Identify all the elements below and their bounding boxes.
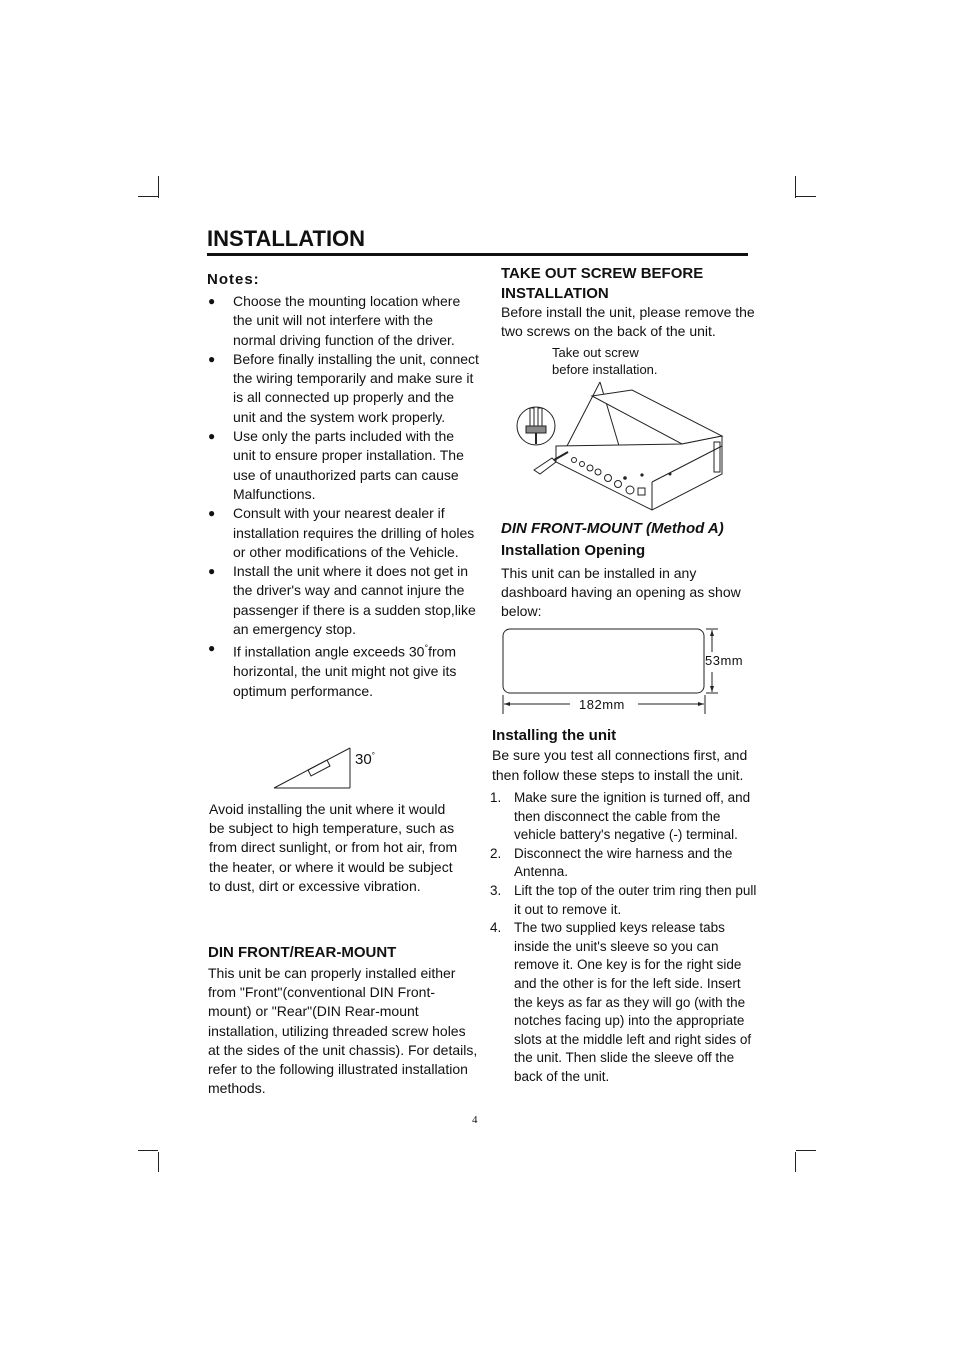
degree-sign: ° (424, 643, 429, 654)
step-text: The two supplied keys release tabs inside the unit's sleeve so you can remove it. One key is for the right side and the other is for the left side. Insert the keys as far as they will go (with the notches facing up) into the appropriate slots at the middle left and right sides of the unit. Then slide the sleeve off the back of the unit. (514, 920, 752, 1084)
take-out-screw-body: Before install the unit, please remove the two screws on the back of the unit. (501, 304, 755, 340)
crop-mark-bottom-left-v (158, 1152, 159, 1172)
installation-opening-heading: Installation Opening (501, 542, 646, 559)
angle-note-post: from horizontal, the unit might not give its optimum performance. (233, 644, 457, 699)
note-text: Use only the parts included with the unit to ensure proper installation. The use of unauthorized parts can cause Malfunctions. (233, 428, 464, 502)
din-front-rear-body: This unit be can properly installed either from "Front"(conventional DIN Front-mount) or "Rear"(DIN Rear-mount installation, utilizing threaded screw holes at the sides of the unit chassis). For details, refer to the following illustrated installation methods. (208, 965, 478, 1097)
crop-mark-top-left-v (158, 176, 159, 198)
din-front-rear-heading: DIN FRONT/REAR-MOUNT (208, 944, 397, 961)
opening-height-label: 53mm (705, 653, 744, 668)
title-rule (207, 253, 748, 256)
crop-mark-bottom-right-v (795, 1152, 796, 1172)
bullet-icon: ● (208, 506, 216, 521)
page-title: INSTALLATION (207, 226, 366, 251)
page-number: 4 (472, 1114, 478, 1126)
din-front-mount-heading: DIN FRONT-MOUNT (Method A) (501, 520, 724, 537)
installing-unit-heading: Installing the unit (492, 727, 617, 744)
note-text: Before finally installing the unit, connect the wiring temporarily and make sure it is all connected up properly and the unit and the system work properly. (233, 350, 479, 425)
notes-heading: Notes: (207, 271, 260, 288)
list-item (207, 504, 479, 562)
angle-note-pre: If installation angle exceeds 30 (233, 644, 425, 660)
screw-callout-line1: Take out screw (552, 345, 639, 360)
bullet-icon: ● (208, 564, 216, 579)
bullet-icon: ● (208, 641, 216, 656)
angle-value: 30 (355, 751, 372, 768)
list-item (490, 882, 760, 919)
list-item (490, 789, 760, 845)
take-out-screw-heading: TAKE OUT SCREW BEFORE INSTALLATION (501, 265, 704, 302)
avoid-paragraph: Avoid installing the unit where it would be subject to high temperature, such as from direct sunlight, or from hot air, from the heater, or where it would be subject to dust, dirt or excessive vibration. (209, 801, 458, 894)
bullet-icon: ● (208, 429, 216, 444)
step-text: Disconnect the wire harness and the Antenna. (514, 845, 733, 880)
angle-label (355, 751, 375, 768)
list-item (207, 639, 479, 701)
list-item (207, 427, 479, 504)
step-number: 4. (490, 920, 502, 936)
crop-mark-top-right-h (796, 196, 816, 197)
crop-mark-top-right-v (795, 176, 796, 198)
step-number: 1. (490, 790, 502, 805)
bullet-icon: ● (208, 294, 216, 308)
step-text: Lift the top of the outer trim ring then pull it out to remove it. (514, 882, 757, 917)
notes-list (207, 292, 479, 701)
list-item (490, 845, 760, 882)
din-front-mount-body: This unit can be installed in any dashboard having an opening as show below: (501, 565, 741, 620)
bullet-icon: ● (208, 351, 216, 366)
crop-mark-bottom-right-h (796, 1150, 816, 1151)
unit-back-illustration (512, 378, 728, 514)
step-number: 3. (490, 882, 502, 898)
list-item (490, 919, 760, 1086)
angle-degree: ° (371, 751, 375, 760)
crop-mark-bottom-left-h (138, 1150, 158, 1151)
note-text: Consult with your nearest dealer if installation requires the drilling of holes or other modifications of the Vehicle. (233, 505, 475, 560)
opening-width-label: 182mm (579, 697, 625, 712)
note-text: Choose the mounting location where the unit will not interfere with the normal driving function of the driver. (233, 293, 461, 348)
screw-callout-line2: before installation. (552, 362, 658, 377)
install-steps-list (490, 789, 760, 1087)
list-item (207, 350, 479, 427)
list-item (207, 562, 479, 639)
step-number: 2. (490, 845, 502, 861)
list-item (207, 292, 479, 350)
installing-unit-intro: Be sure you test all connections first, and then follow these steps to install the unit. (492, 747, 748, 783)
step-text: Make sure the ignition is turned off, and then disconnect the cable from the vehicle battery's negative (-) terminal. (514, 790, 751, 843)
note-text: Install the unit where it does not get in the driver's way and cannot injure the passenger if there is a sudden stop,like an emergency stop. (233, 563, 476, 638)
crop-mark-top-left-h (138, 196, 158, 197)
